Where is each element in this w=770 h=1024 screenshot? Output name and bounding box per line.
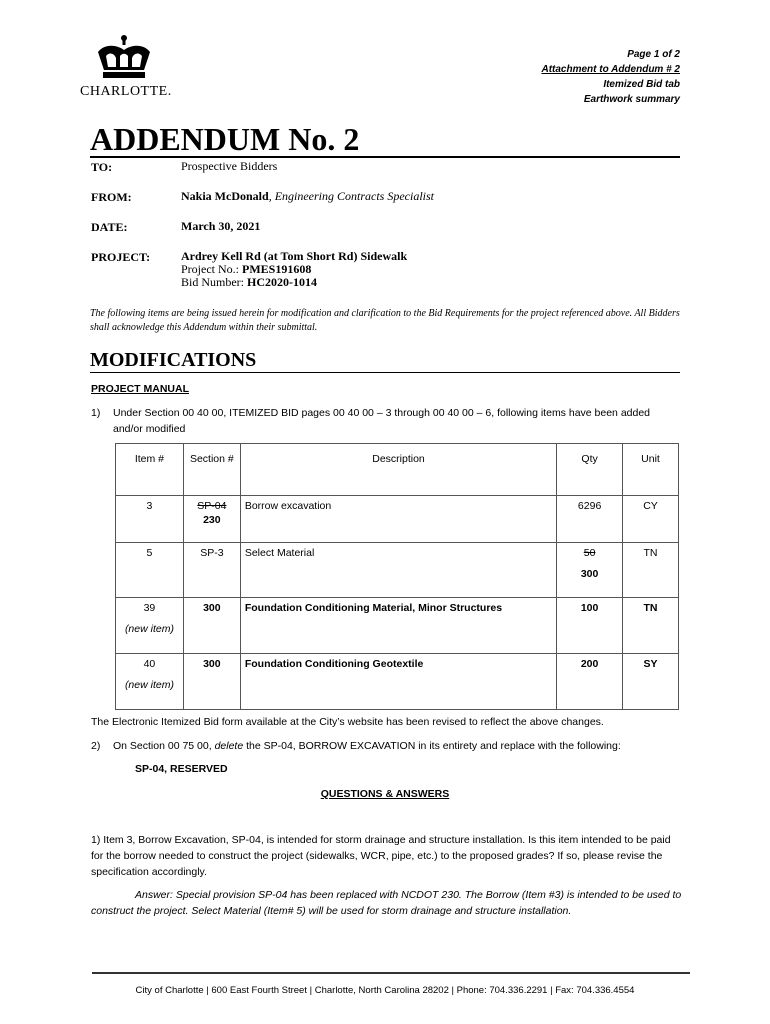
page-footer: City of Charlotte | 600 East Fourth Street | Charlotte, North Carolina 28202 | Phone: 704.336.2291 | Fax: 704.336.4554 bbox=[135, 985, 635, 996]
page-number: Page 1 of 2 bbox=[627, 49, 680, 60]
header-line-3: Itemized Bid tab bbox=[603, 79, 680, 90]
intro-paragraph: The following items are being issued herein for modification and clarification to the Bid Requirements for the project referenced above. All Bidders shall acknowledge this Addendum within their submittal. bbox=[90, 308, 680, 333]
qa-question: 1) Item 3, Borrow Excavation, SP-04, is intended for storm drainage and structure installation. Is this item intended to be paid for the borrow needed to construct the project (sidewalks, WCR, pipe, etc.) to the proposed grades? If so, please revise the specification accordingly. bbox=[91, 834, 671, 878]
cell-section: 300 bbox=[183, 598, 240, 654]
bid-number-label: Bid Number: bbox=[181, 275, 247, 289]
col-qty: Qty bbox=[557, 444, 623, 496]
to-value: Prospective Bidders bbox=[181, 159, 278, 173]
from-name: Nakia McDonald bbox=[181, 189, 269, 203]
col-unit: Unit bbox=[623, 444, 679, 496]
item-1-number: 1) bbox=[91, 407, 101, 419]
table-row bbox=[116, 543, 679, 598]
cell-qty: 6296 bbox=[557, 496, 623, 543]
cell-item bbox=[116, 598, 184, 654]
cell-description: Select Material bbox=[240, 543, 556, 598]
cell-description: Borrow excavation bbox=[240, 496, 556, 543]
cell-unit: TN bbox=[623, 598, 679, 654]
cell-description: Foundation Conditioning Material, Minor Structures bbox=[240, 598, 556, 654]
bid-number: HC2020-1014 bbox=[247, 275, 317, 289]
after-table-text: The Electronic Itemized Bid form available at the City’s website has been revised to reflect the above changes. bbox=[91, 716, 604, 728]
table-header-row bbox=[116, 444, 679, 496]
cell-section bbox=[183, 496, 240, 543]
footer-divider bbox=[92, 972, 690, 974]
charlotte-logo bbox=[80, 34, 180, 100]
from-label: FROM: bbox=[91, 190, 132, 204]
item-2-emphasis: delete bbox=[214, 740, 244, 752]
from-role: , Engineering Contracts Specialist bbox=[268, 189, 435, 203]
logo-wordmark: CHARLOTTE. bbox=[80, 84, 172, 99]
cell-unit: CY bbox=[623, 496, 679, 543]
header-line-4: Earthwork summary bbox=[583, 94, 680, 105]
bid-number-line bbox=[181, 276, 407, 289]
page-title: ADDENDUM No. 2 bbox=[90, 122, 680, 158]
cell-unit: SY bbox=[623, 654, 679, 710]
qa-heading: QUESTIONS & ANSWERS bbox=[320, 788, 450, 800]
col-item: Item # bbox=[116, 444, 184, 496]
date-label: DATE: bbox=[91, 220, 128, 234]
item-2-text bbox=[113, 738, 683, 754]
item-note: (new item) bbox=[124, 623, 174, 635]
cell-item bbox=[116, 496, 184, 543]
cell-section: SP-3 bbox=[183, 543, 240, 598]
cell-description: Foundation Conditioning Geotextile bbox=[240, 654, 556, 710]
col-description: Description bbox=[240, 444, 556, 496]
from-value bbox=[181, 190, 434, 203]
itemized-bid-table bbox=[115, 443, 679, 710]
project-number-label: Project No.: bbox=[181, 262, 242, 276]
section-old: SP-04 bbox=[197, 500, 227, 512]
cell-qty: 200 bbox=[557, 654, 623, 710]
item-number: 40 bbox=[143, 658, 156, 670]
cell-item bbox=[116, 654, 184, 710]
table-row bbox=[116, 654, 679, 710]
item-note: (new item) bbox=[124, 679, 174, 691]
cell-item: 5 bbox=[116, 543, 184, 598]
table-row bbox=[116, 496, 679, 543]
item-1-text: Under Section 00 40 00, ITEMIZED BID pages 00 40 00 – 3 through 00 40 00 – 6, following items have been added and/or modified bbox=[113, 407, 651, 435]
col-section: Section # bbox=[183, 444, 240, 496]
project-number: PMES191608 bbox=[242, 262, 312, 276]
modifications-heading: MODIFICATIONS bbox=[90, 348, 680, 373]
qty-old: 50 bbox=[583, 547, 596, 559]
item-number: 39 bbox=[143, 602, 156, 614]
to-label: TO: bbox=[91, 160, 113, 174]
cell-section: 300 bbox=[183, 654, 240, 710]
qa-heading-wrap bbox=[0, 786, 770, 802]
item-2-pre: On Section 00 75 00, bbox=[113, 740, 215, 752]
table-row bbox=[116, 598, 679, 654]
cell-qty: 100 bbox=[557, 598, 623, 654]
project-name: Ardrey Kell Rd (at Tom Short Rd) Sidewalk bbox=[181, 249, 408, 263]
cell-unit: TN bbox=[623, 543, 679, 598]
page-header bbox=[541, 47, 680, 107]
attachment-label: Attachment to Addendum # 2 bbox=[541, 64, 680, 75]
section-new: 230 bbox=[203, 514, 221, 526]
item-2-number: 2) bbox=[91, 740, 101, 752]
qa-answer: Answer: Special provision SP-04 has been replaced with NCDOT 230. The Borrow (Item #3) is intended to be used to construct the project. Select Material (Item# 5) will be used for storm drainage and structure installation. bbox=[91, 889, 682, 917]
reserved-text: SP-04, RESERVED bbox=[135, 763, 228, 775]
item-2-post: the SP-04, BORROW EXCAVATION in its entirety and replace with the following: bbox=[243, 740, 621, 752]
crown-icon bbox=[94, 34, 154, 80]
project-block bbox=[181, 250, 407, 289]
cell-qty bbox=[557, 543, 623, 598]
item-number: 3 bbox=[146, 500, 153, 512]
date-value: March 30, 2021 bbox=[181, 219, 261, 233]
qty-new: 300 bbox=[580, 568, 599, 580]
project-label: PROJECT: bbox=[91, 250, 151, 264]
project-manual-heading: PROJECT MANUAL bbox=[91, 383, 190, 395]
